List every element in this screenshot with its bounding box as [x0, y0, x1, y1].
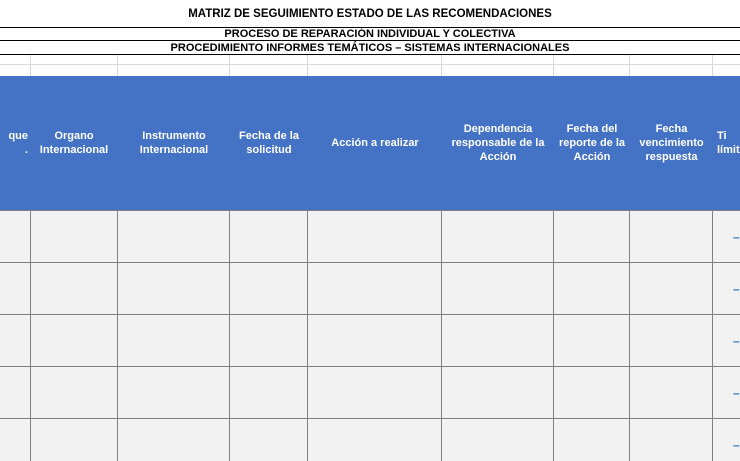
column-border — [629, 210, 630, 461]
header-label: Fecha del reporte de la Acción — [558, 123, 626, 163]
table-body[interactable] — [0, 210, 740, 461]
gridline — [553, 55, 554, 76]
header-label: Ti límit — [717, 130, 740, 156]
row-marker[interactable]: – — [733, 334, 740, 348]
header-accion-a-realizar[interactable] — [308, 76, 442, 210]
header-fecha-solicitud[interactable] — [230, 76, 308, 210]
matrix-title-text: MATRIZ DE SEGUIMIENTO ESTADO DE LAS RECOMENDACIONES — [188, 7, 552, 20]
process-title[interactable] — [0, 28, 740, 41]
table-header-row — [0, 76, 740, 210]
gridline — [629, 55, 630, 76]
procedure-title-text: PROCEDIMIENTO INFORMES TEMÁTICOS – SISTEMAS INTERNACIONALES — [170, 41, 570, 54]
row-marker[interactable]: – — [733, 438, 740, 452]
column-border — [30, 210, 31, 461]
header-label: Organo Internacional — [39, 130, 109, 156]
header-label: Fecha vencimiento respuesta — [639, 123, 704, 163]
header-label: Fecha de la solicitud — [239, 130, 299, 156]
gridline — [441, 55, 442, 76]
process-title-text: PROCESO DE REPARACIÓN INDIVIDUAL Y COLECTIVA — [224, 28, 516, 40]
column-border — [441, 210, 442, 461]
column-border — [229, 210, 230, 461]
header-fecha-reporte[interactable] — [554, 76, 630, 210]
gridline — [229, 55, 230, 76]
header-dependencia-responsable[interactable] — [442, 76, 554, 210]
row-marker[interactable]: – — [733, 386, 740, 400]
header-instrumento-internacional[interactable] — [118, 76, 230, 210]
header-partial-right[interactable] — [713, 76, 740, 210]
header-organo-internacional[interactable] — [30, 76, 118, 210]
column-border — [117, 210, 118, 461]
header-label: Instrumento Internacional — [139, 130, 209, 156]
header-label: que . — [8, 130, 28, 156]
gridline — [712, 55, 713, 76]
matrix-title[interactable] — [0, 0, 740, 28]
column-border — [307, 210, 308, 461]
column-border — [712, 210, 713, 461]
gridline — [307, 55, 308, 76]
row-marker[interactable]: – — [733, 282, 740, 296]
header-partial-left[interactable] — [0, 76, 30, 210]
header-fecha-vencimiento[interactable] — [630, 76, 713, 210]
header-label: Dependencia responsable de la Acción — [451, 123, 545, 163]
procedure-title[interactable] — [0, 41, 740, 55]
gridline — [30, 55, 31, 76]
column-border — [553, 210, 554, 461]
gridline — [117, 55, 118, 76]
row-marker[interactable]: – — [733, 230, 740, 244]
header-label: Acción a realizar — [331, 137, 419, 149]
empty-spacer-row[interactable] — [0, 55, 740, 76]
